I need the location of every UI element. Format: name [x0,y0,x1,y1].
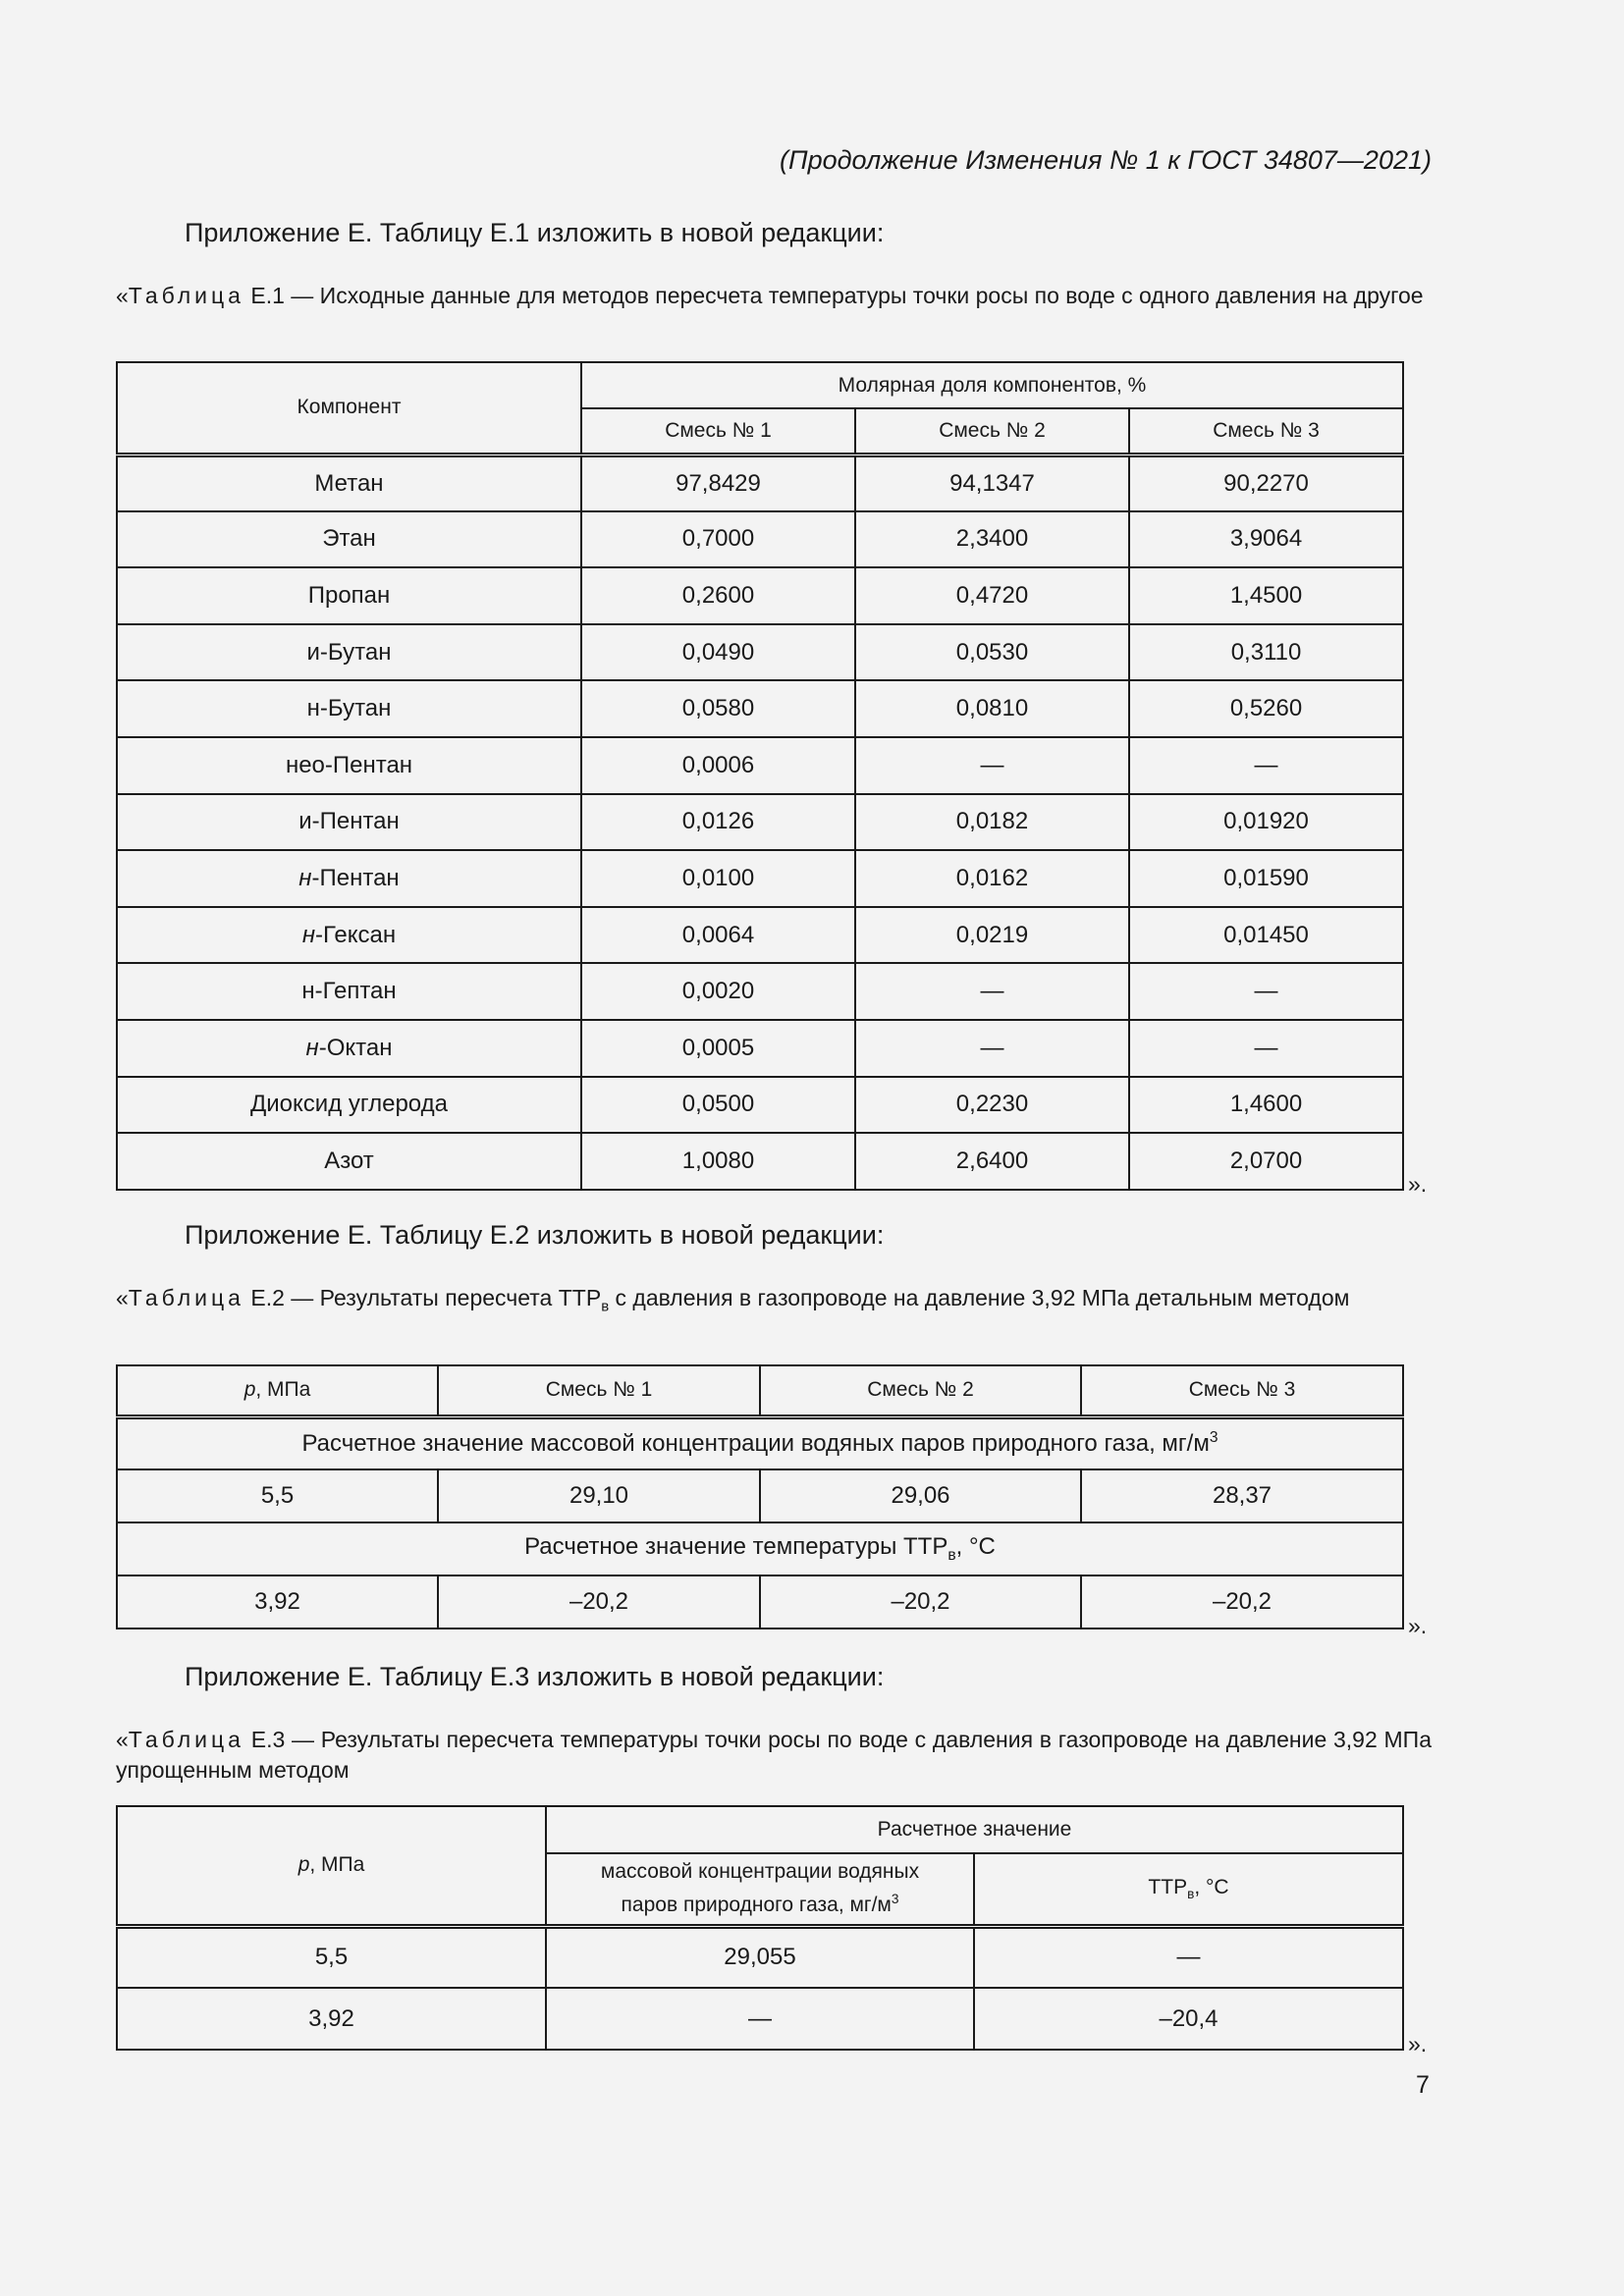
cell-mix-2: 0,0182 [855,794,1129,851]
cell-mix-3: 0,3110 [1129,624,1403,681]
table-row [117,794,1403,851]
cell-mix-3: 0,01920 [1129,794,1403,851]
cell-mix-1: 29,10 [438,1469,760,1522]
cell-mix-1: 0,0005 [581,1020,855,1077]
cell-mix-3: 28,37 [1081,1469,1403,1522]
cell-mix-2: 0,4720 [855,567,1129,624]
table-row [117,963,1403,1020]
instruction-t2: Приложение Е. Таблицу Е.2 изложить в новой редакции: [185,1220,885,1250]
col-header-mix-1: Смесь № 1 [581,408,855,454]
cell-mix-1: 0,0580 [581,680,855,737]
cell-mix-3: 1,4500 [1129,567,1403,624]
cell-mix-3: –20,2 [1081,1575,1403,1629]
table-row [117,624,1403,681]
cell-mix-1: 0,0490 [581,624,855,681]
cell-mix-2: — [855,737,1129,794]
cell-mix-1: 97,8429 [581,454,855,511]
cell-pressure: 5,5 [117,1469,438,1522]
cell-mix-2: 0,2230 [855,1077,1129,1134]
cell-mix-2: 29,06 [760,1469,1081,1522]
cell-pressure: 3,92 [117,1988,546,2050]
col-header-mix-2: Смесь № 2 [855,408,1129,454]
table-row [117,567,1403,624]
table-row [117,680,1403,737]
cell-mix-3: — [1129,963,1403,1020]
closing-quote-t1: ». [1408,1171,1428,1197]
col-header-pressure: p, МПа [117,1365,438,1416]
closing-quote-t3: ». [1408,2031,1428,2056]
cell-mix-1: 0,2600 [581,567,855,624]
cell-mix-2: — [855,1020,1129,1077]
page-header: (Продолжение Изменения № 1 к ГОСТ 34807—2021) [780,145,1432,175]
cell-component: Диоксид углерода [117,1077,581,1134]
cell-component: н-Октан [117,1020,581,1077]
table-row [117,511,1403,568]
cell-mix-1: –20,2 [438,1575,760,1629]
cell-component: и-Пентан [117,794,581,851]
cell-mix-2: 2,6400 [855,1133,1129,1190]
cell-dew-point: –20,4 [974,1988,1403,2050]
cell-mix-3: 2,0700 [1129,1133,1403,1190]
col-header-mix-3: Смесь № 3 [1081,1365,1403,1416]
cell-component: Метан [117,454,581,511]
cell-mix-1: 0,0100 [581,850,855,907]
cell-mix-3: 0,01590 [1129,850,1403,907]
col-header-mix-3: Смесь № 3 [1129,408,1403,454]
cell-mix-3: 90,2270 [1129,454,1403,511]
caption-t3: «Таблица Е.3 — Результаты пересчета температуры точки росы по воде с давления в газопроводе на давление 3,92 МПа упрощенным методом [116,1727,1432,1783]
table-row [117,907,1403,964]
table-row [117,454,1403,511]
cell-mix-2: 0,0530 [855,624,1129,681]
cell-mix-1: 0,0020 [581,963,855,1020]
cell-mix-1: 0,0126 [581,794,855,851]
col-header-dew-point: $ТТР_в$, °С [974,1853,1403,1926]
cell-pressure: 5,5 [117,1926,546,1988]
col-header-mix-1: Смесь № 1 [438,1365,760,1416]
table-row [117,850,1403,907]
table-e2 [116,1364,1404,1629]
col-header-pressure: p, МПа [117,1806,546,1926]
instruction-t3: Приложение Е. Таблицу Е.3 изложить в новой редакции: [185,1662,885,1691]
table-row [117,737,1403,794]
cell-mass-concentration: — [546,1988,974,2050]
cell-mix-2: –20,2 [760,1575,1081,1629]
cell-mix-3: — [1129,1020,1403,1077]
cell-mix-1: 1,0080 [581,1133,855,1190]
cell-mix-2: — [855,963,1129,1020]
cell-mix-3: 0,01450 [1129,907,1403,964]
col-header-mix-2: Смесь № 2 [760,1365,1081,1416]
cell-component: нео-Пентан [117,737,581,794]
col-header-calculated-value: Расчетное значение [546,1806,1403,1853]
cell-pressure: 3,92 [117,1575,438,1629]
caption-t1: «Таблица Е.1 — Исходные данные для методов пересчета температуры точки росы по воде с одного давления на другое [116,283,1424,308]
cell-component: н-Пентан [117,850,581,907]
cell-mix-3: 1,4600 [1129,1077,1403,1134]
page-number: 7 [1416,2071,1430,2099]
cell-dew-point: — [974,1926,1403,1988]
cell-component: Азот [117,1133,581,1190]
cell-mix-2: 0,0162 [855,850,1129,907]
cell-mix-1: 0,7000 [581,511,855,568]
cell-mix-3: 0,5260 [1129,680,1403,737]
col-header-component: Компонент [117,362,581,454]
cell-mix-2: 2,3400 [855,511,1129,568]
section-row-temperature: Расчетное значение температуры $ТТР_в$, °С [117,1522,1403,1575]
section-row-mass-concentration: Расчетное значение массовой концентрации водяных паров природного газа, $мг/м^3$ [117,1416,1403,1469]
table-row [117,1133,1403,1190]
instruction-t1: Приложение Е. Таблицу Е.1 изложить в новой редакции: [185,218,885,247]
closing-quote-t2: ». [1408,1613,1428,1638]
table-row [117,1020,1403,1077]
cell-mass-concentration: 29,055 [546,1926,974,1988]
cell-mix-2: 0,0810 [855,680,1129,737]
col-header-mass-concentration: массовой концентрации водяных паров природного газа, $мг/м^3$ [546,1853,974,1926]
table-e1 [116,361,1404,1191]
cell-component: н-Гептан [117,963,581,1020]
cell-mix-3: — [1129,737,1403,794]
cell-component: Этан [117,511,581,568]
cell-component: н-Гексан [117,907,581,964]
col-header-molar-fraction: Молярная доля компонентов, % [581,362,1403,408]
cell-component: н-Бутан [117,680,581,737]
cell-component: Пропан [117,567,581,624]
cell-mix-2: 0,0219 [855,907,1129,964]
table-e3 [116,1805,1404,2051]
cell-mix-1: 0,0500 [581,1077,855,1134]
table-row [117,1077,1403,1134]
cell-mix-3: 3,9064 [1129,511,1403,568]
cell-mix-2: 94,1347 [855,454,1129,511]
cell-mix-1: 0,0064 [581,907,855,964]
cell-mix-1: 0,0006 [581,737,855,794]
caption-t2: «Таблица Е.2 — Результаты пересчета $ТТР_в$ с давления в газопроводе на давление 3,92 МПа детальным методом [116,1285,1350,1315]
cell-component: и-Бутан [117,624,581,681]
